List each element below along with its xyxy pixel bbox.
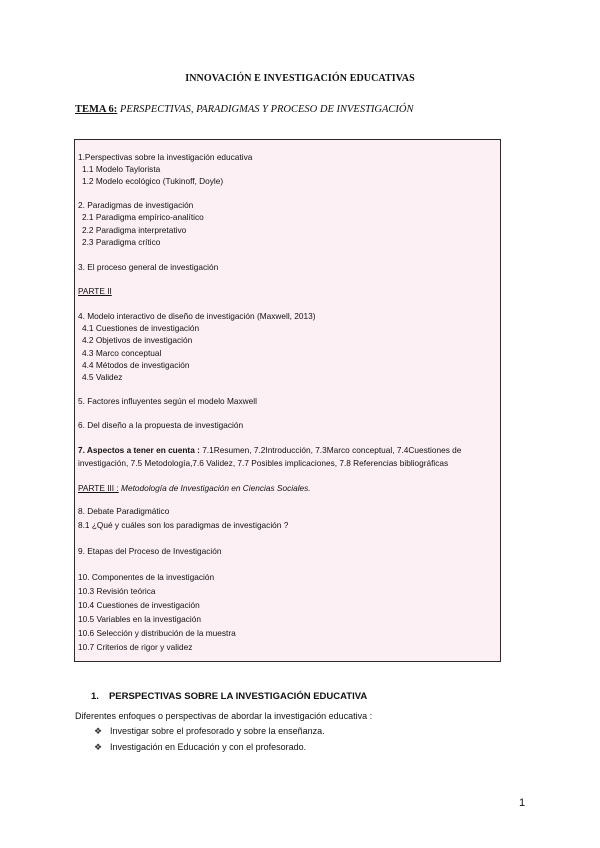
bullet-text: Investigar sobre el profesorado y sobre la enseñanza. <box>110 726 325 736</box>
parte-iii-heading <box>78 484 311 492</box>
toc-item-10-3: 10.3 Revisión teórica <box>78 586 156 596</box>
bullet-item <box>94 726 325 737</box>
page-number: 1 <box>519 797 526 809</box>
toc-item-2: 2. Paradigmas de investigación <box>78 200 194 210</box>
toc-item-5: 5. Factores influyentes según el modelo Maxwell <box>78 396 257 406</box>
toc-item-4-5: 4.5 Validez <box>82 372 123 382</box>
tema-text: PERSPECTIVAS, PARADIGMAS Y PROCESO DE INVESTIGACIÓN <box>117 104 414 115</box>
toc-item-9: 9. Etapas del Proceso de Investigación <box>78 546 222 556</box>
toc-item-2-3: 2.3 Paradigma crítico <box>82 237 161 247</box>
toc-item-10-4: 10.4 Cuestiones de investigación <box>78 600 200 610</box>
toc-item-2-2: 2.2 Paradigma interpretativo <box>82 225 187 235</box>
toc-item-1-2: 1.2 Modelo ecológico (Tukinoff, Doyle) <box>82 176 224 186</box>
toc-item-10-7: 10.7 Criterios de rigor y validez <box>78 642 193 652</box>
diamond-bullet-icon: ❖ <box>94 727 103 737</box>
document-title: INNOVACIÓN E INVESTIGACIÓN EDUCATIVAS <box>185 73 415 84</box>
toc-item-10-6: 10.6 Selección y distribución de la muestra <box>78 628 236 638</box>
toc-item-10: 10. Componentes de la investigación <box>78 572 215 582</box>
section-1-title: PERSPECTIVAS SOBRE LA INVESTIGACIÓN EDUCATIVA <box>108 691 368 702</box>
bullet-item <box>94 742 306 753</box>
toc-item-7-head: 7. Aspectos a tener en cuenta : <box>78 445 200 455</box>
toc-item-8-1: 8.1 ¿Qué y cuáles son los paradigmas de investigación ? <box>78 520 289 530</box>
toc-item-4-3: 4.3 Marco conceptual <box>82 348 162 358</box>
toc-item-4-1: 4.1 Cuestiones de investigación <box>82 323 200 333</box>
parte-ii-heading: PARTE II <box>78 286 112 296</box>
diamond-bullet-icon: ❖ <box>94 743 103 753</box>
toc-item-1-1: 1.1 Modelo Taylorista <box>82 164 161 174</box>
section-1-number: 1. <box>91 691 99 702</box>
toc-item-4: 4. Modelo interactivo de diseño de investigación (Maxwell, 2013) <box>78 311 316 321</box>
toc-item-4-4: 4.4 Métodos de investigación <box>82 360 190 370</box>
toc-item-1: 1.Perspectivas sobre la investigación educativa <box>78 152 253 162</box>
toc-item-8: 8. Debate Paradigmático <box>78 506 170 516</box>
toc-item-6: 6. Del diseño a la propuesta de investigación <box>78 420 244 430</box>
tema-label: TEMA 6: <box>75 104 118 115</box>
toc-item-7-subitems: 7.1Resumen, 7.2Introducción, 7.3Marco conceptual, 7.4Cuestiones de investigación, 7.5 Metodología,7.6 Validez, 7.7 Posibles implicaciones, 7.8 Referencias bibliográficas <box>78 445 462 468</box>
parte-iii-text: Metodología de Investigación en Ciencias Sociales. <box>118 483 311 493</box>
parte-iii-label: PARTE III : <box>78 483 119 493</box>
intro-paragraph: Diferentes enfoques o perspectivas de abordar la investigación educativa : <box>75 711 373 721</box>
toc-item-4-2: 4.2 Objetivos de investigación <box>82 335 193 345</box>
toc-item-3: 3. El proceso general de investigación <box>78 262 219 272</box>
toc-item-2-1: 2.1 Paradigma empírico-analítico <box>82 212 204 222</box>
section-1-heading <box>91 691 367 702</box>
tema-heading <box>75 104 414 115</box>
toc-item-10-5: 10.5 Variables en la investigación <box>78 614 201 624</box>
bullet-text: Investigación en Educación y con el profesorado. <box>110 742 307 752</box>
toc-item-7 <box>78 444 496 470</box>
